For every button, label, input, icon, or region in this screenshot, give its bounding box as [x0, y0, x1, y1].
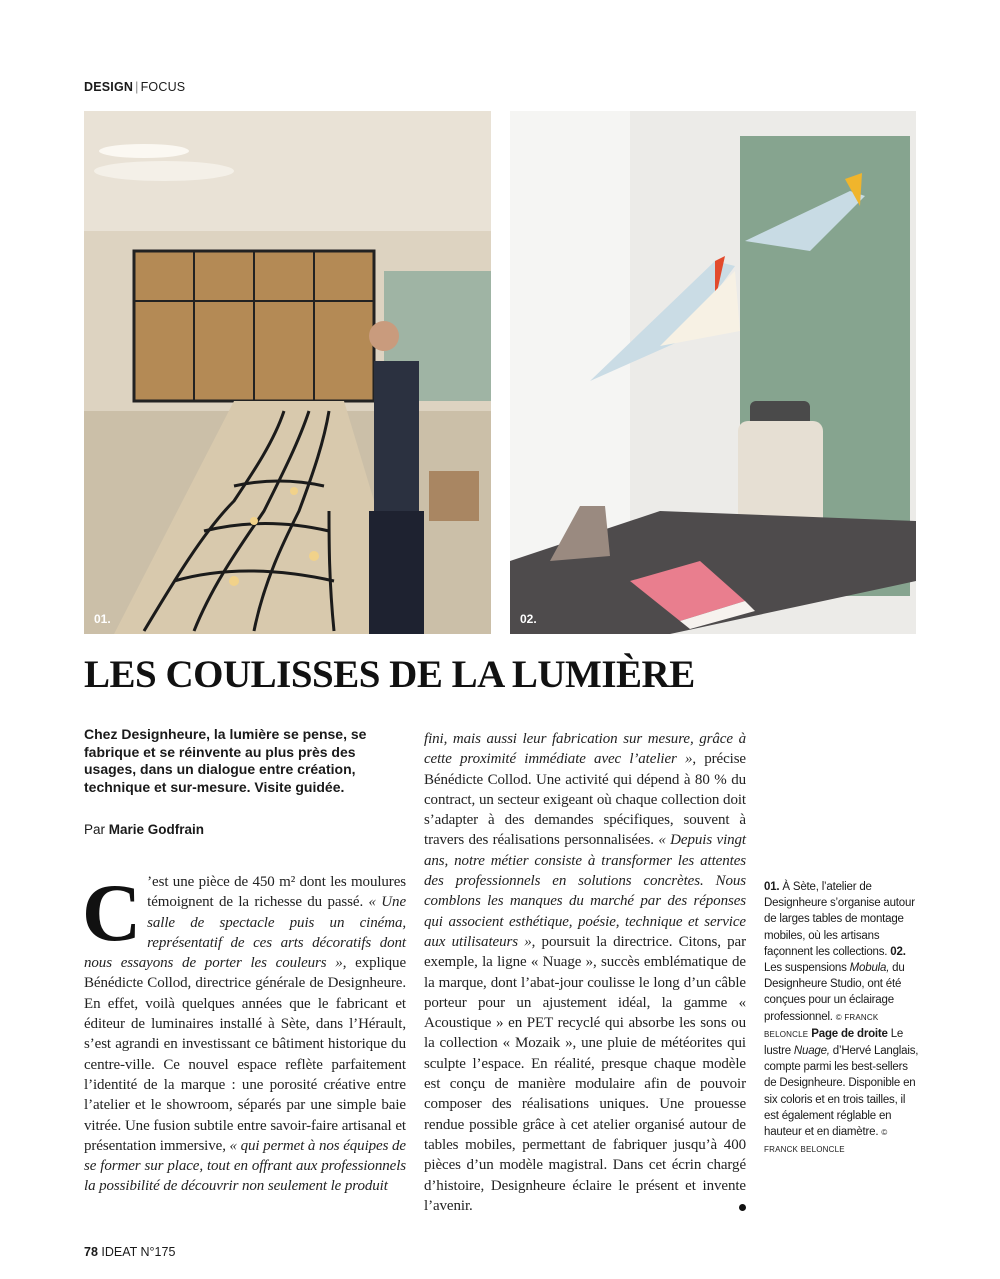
article-intro: Chez Designheure, la lumière se pense, se fabrique et se réinvente au plus près des usages, dans un dialogue entre création, technique et sur-mesure. Visite guidée. [84, 726, 367, 795]
kicker-divider: | [135, 80, 139, 94]
photo-credit: © FRANCK BELONCLE [764, 1012, 879, 1039]
text-segment: ’est une pièce de 450 m² dont les moulures témoignent de la richesse du passé. [147, 874, 406, 911]
quote-segment: « qui permet à nos équipes de se former sur place, tout en offrant aux professionnels la possibilité de découvrir non seulement le produit [84, 1137, 406, 1195]
caption-product: Mobula, [849, 962, 890, 975]
photo-caption [764, 879, 920, 1158]
photo-credit: © FRANCK BELONCLE [764, 1128, 888, 1155]
body-column-2 [424, 729, 746, 1216]
caption-label: Page de droite [808, 1027, 888, 1040]
article-title: LES COULISSES DE LA LUMIÈRE [84, 653, 695, 696]
office-image [510, 111, 916, 634]
drop-cap: C [82, 867, 142, 958]
byline [84, 822, 204, 837]
photo-number: 01. [94, 612, 111, 626]
text-segment: , explique Bénédicte Collod, directrice générale de Designheure. En effet, voilà quelques années que le fabricant et éditeur de luminaires installé à Sète, dans l’Hérault, s’est agrandi en investissant ce bâtiment historique du centre-ville. Ce nouvel espace reflète parfaitement l’identité de la marque : une porosité créative entre l’atelier et le showroom, séparés par une simple baie vitrée. Une fusion subtile entre savoir-faire artisanal et présentation immersive, [84, 955, 406, 1154]
caption-product: Nuage, [793, 1045, 830, 1058]
section-kicker [84, 80, 185, 94]
caption-text: du Designheure Studio, ont été conçues pour un éclairage professionnel. [764, 962, 905, 1023]
page-footer [84, 1245, 175, 1259]
text-segment: , précise Bénédicte Collod. Une activité qui dépend à 80 % du contract, un secteur exigeant où chaque collection doit s’adapter à des demandes spécifiques, souvent à travers des réalisations personnalisées. [424, 751, 746, 849]
quote-segment: « Depuis vingt ans, notre métier consiste à transformer les attentes des professionnels en solutions concrètes. Nous comblons les manques du marché par des réponses qui associent esthétique, poésie, technique et service aux utilisateurs » [424, 832, 746, 950]
caption-text: Les suspensions [764, 962, 850, 975]
caption-text: d’Hervé Langlais, compte parmi les best-sellers de Designheure. Disponible en six coloris et en trois tailles, il est également réglable en hauteur et en diamètre. [764, 1045, 919, 1139]
byline-prefix: Par [84, 822, 106, 837]
end-mark-icon [739, 1204, 746, 1211]
caption-number: 02. [890, 945, 906, 958]
text-segment: , poursuit la directrice. Citons, par exemple, la ligne « Nuage », succès emblématique de la marque, dont l’abat-jour coulisse le long d’un câble porteur pour un ajustement idéal, la gamme « Acoustique » en PET recyclé qui absorbe les sons ou la collection « Mozaik », une pluie de météorites qui sculpte l’espace. En réalité, presque chaque modèle est conçu de manière modulaire afin de pouvoir composer des réalisations uniques. Une prouesse rendue possible grâce à cet atelier organisé autour de tables mobiles, permettant de fabriquer jusqu’à 400 pièces d’un modèle magistral. Dans cet écrin chargé d’histoire, Designheure éclaire le présent et invente l’avenir. [424, 933, 746, 1214]
section-label: DESIGN [84, 80, 134, 94]
author-name: Marie Godfrain [108, 822, 205, 837]
photo-office [510, 111, 916, 634]
caption-number: 01. [764, 881, 780, 893]
body-column-1 [82, 867, 406, 1197]
caption-text: Le lustre [764, 1027, 904, 1058]
photo-workshop [84, 111, 491, 634]
page-number: 78 [84, 1245, 98, 1259]
quote-segment: fini, mais aussi leur fabrication sur mesure, grâce à cette proximité immédiate avec l’atelier » [424, 731, 746, 768]
workshop-image [84, 111, 491, 634]
quote-segment: « Une salle de spectacle puis un cinéma, représentatif de ces arts décoratifs dont nous essayons de porter les couleurs » [84, 894, 406, 972]
subsection-label: FOCUS [140, 80, 186, 94]
photo-number: 02. [520, 612, 537, 626]
magazine-issue: IDEAT N°175 [101, 1245, 176, 1259]
caption-text: À Sète, l’atelier de Designheure s’organise autour de larges tables de montage mobiles, où les artisans façonnent les collections. [764, 881, 915, 958]
